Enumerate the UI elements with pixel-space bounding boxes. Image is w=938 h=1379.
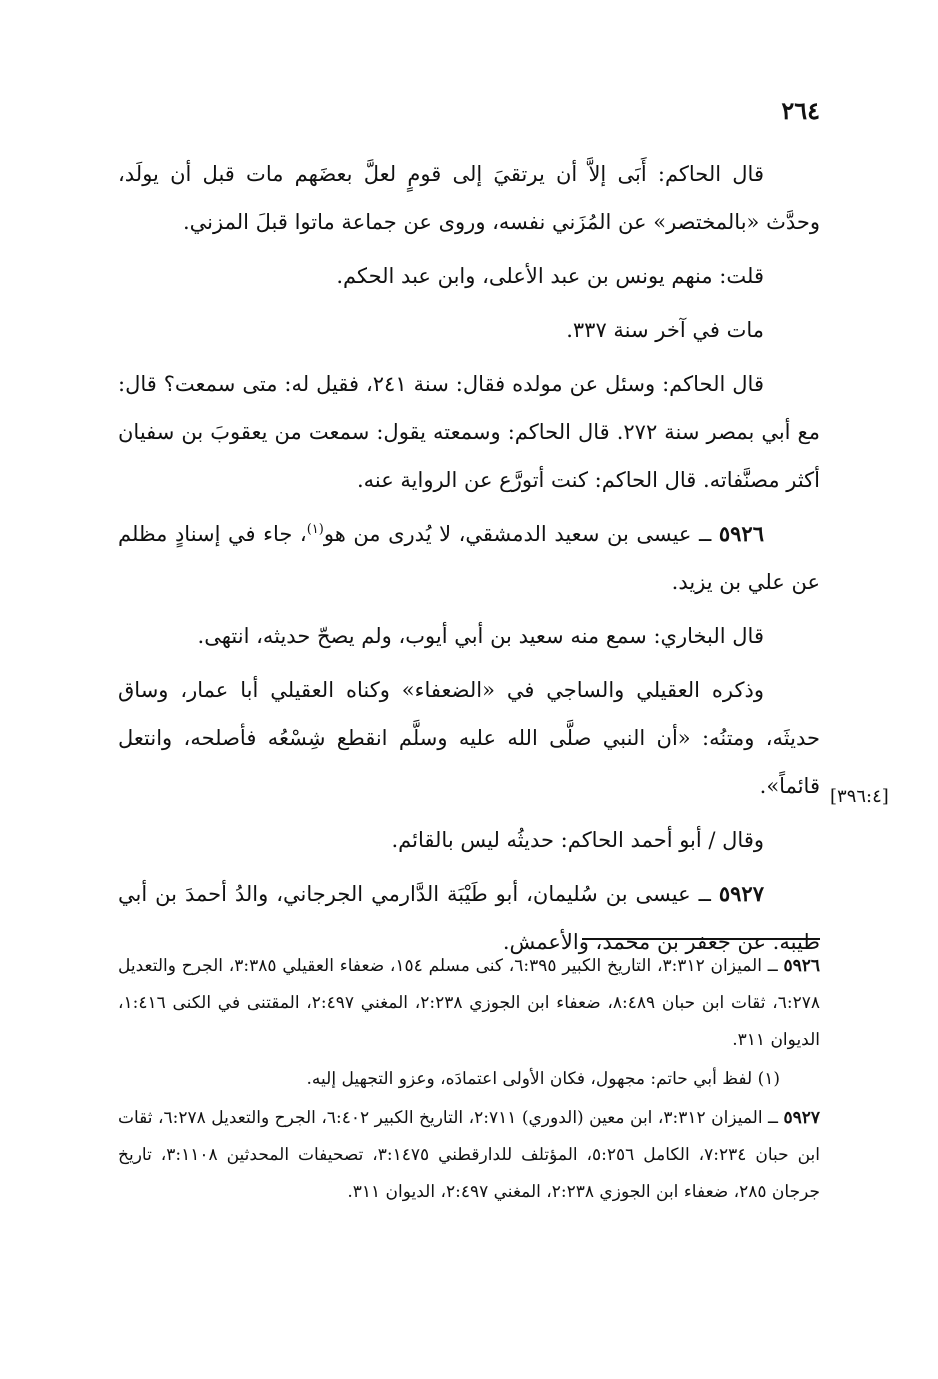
footnote-text: لفظ أبي حاتم: مجهول، فكان الأولى اعتمادَه، وعزو التجهيل إليه. [306, 1069, 758, 1089]
footnote-divider [582, 938, 820, 940]
entry-text: ــ عيسى بن سُليمان، أبو طَيْبَة الدَّارمي الجرجاني، والدُ أحمدَ بن أبي طيبة. عن جعفر بن محمد، والأعمش. [118, 882, 820, 954]
page-number: ٢٦٤ [781, 96, 820, 125]
footnote-5926 [118, 948, 820, 1059]
footnote-text: ــ الميزان ٣:٣١٢، التاريخ الكبير ٦:٣٩٥، كنى مسلم ١٥٤، ضعفاء العقيلي ٣:٣٨٥، الجرح والتعديل ٦:٢٧٨، ثقات ابن حبان ٨:٤٨٩، ضعفاء ابن الجوزي ٢:٢٣٨، المغني ٢:٤٩٧، المقتنى في الكنى ١:٤١٦، الديوان ٣١١. [118, 956, 820, 1050]
footnotes [118, 948, 820, 1213]
paragraph: مات في آخر سنة ٣٣٧. [566, 318, 764, 342]
paragraph: قلت: منهم يونس بن عبد الأعلى، وابن عبد الحكم. [336, 264, 764, 288]
entry-text: ــ عيسى بن سعيد الدمشقي، لا يُدرى من هو [323, 522, 719, 546]
paragraph: وذكره العقيلي والساجي في «الضعفاء» وكناه العقيلي أبا عمار، وساق حديثَه، ومتنُه: «أن النبي صلَّى الله عليه وسلَّم انقطع شِسْعُه فأصلحه، وانتعل قائماً». [118, 678, 820, 798]
entry-number: ٥٩٢٧ [718, 881, 764, 906]
entry-number: ٥٩٢٦ [718, 521, 764, 546]
paragraph: قال البخاري: سمع منه سعيد بن أبي أيوب، ولم يصحّ حديثه، انتهى. [197, 624, 764, 648]
margin-volume-reference: [٣٩٦:٤] [830, 786, 889, 807]
footnote-number: (١) [757, 1069, 780, 1089]
entry-5926 [118, 510, 820, 606]
footnote-marker: (١) [306, 522, 324, 537]
entry-text-continued: ، جاء في إسنادٍ مظلم عن علي بن يزيد. [118, 522, 820, 594]
footnote-1 [118, 1061, 820, 1098]
footnote-number: ٥٩٢٧ [783, 1108, 821, 1128]
paragraph: قال الحاكم: وسئل عن مولده فقال: سنة ٢٤١، فقيل له: متى سمعت؟ قال: مع أبي بمصر سنة ٢٧٢. قال الحاكم: وسمعته يقول: سمعت من يعقوبَ بن سفيان أكثر مصنَّفاته. قال الحاكم: كنت أتورَّع عن الرواية عنه. [118, 372, 820, 492]
paragraph: وقال / أبو أحمد الحاكم: حديثُه ليس بالقائم. [391, 828, 764, 852]
footnote-number: ٥٩٢٦ [783, 956, 821, 976]
footnote-5927 [118, 1100, 820, 1211]
main-text [118, 150, 820, 972]
paragraph: قال الحاكم: أَبَى إلاَّ أن يرتقيَ إلى قومٍ لعلَّ بعضَهم مات قبل أن يولَد، وحدَّث «بالمختصر» عن المُزَني نفسه، وروى عن جماعة ماتوا قبلَ المزني. [118, 162, 820, 234]
footnote-text: ــ الميزان ٣:٣١٢، ابن معين (الدوري) ٢:٧١١، التاريخ الكبير ٦:٤٠٢، الجرح والتعديل ٦:٢٧٨، ثقات ابن حبان ٧:٢٣٤، الكامل ٥:٢٥٦، المؤتلف للدارقطني ٣:١٤٧٥، تصحيفات المحدثين ٣:١١٠٨، تاريخ جرجان ٢٨٥، ضعفاء ابن الجوزي ٢:٢٣٨، المغني ٢:٤٩٧، الديوان ٣١١. [118, 1108, 821, 1202]
